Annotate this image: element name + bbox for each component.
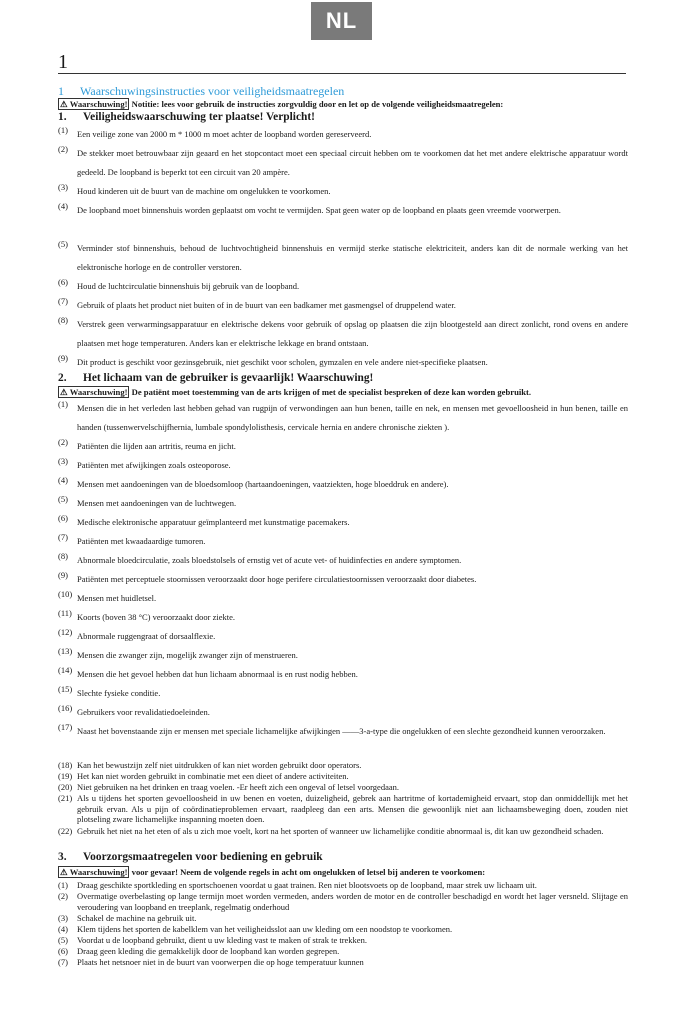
list-item: [58, 924, 628, 935]
list-item: [58, 771, 628, 782]
list-item: [58, 532, 628, 551]
list-item-number: (1): [58, 399, 68, 409]
list-item-text: Voordat u de loopband gebruikt, dient u uw kleding vast te maken of strak te trekken.: [77, 935, 367, 945]
list-item-text: Als u tijdens het sporten gevoelloosheid in uw benen en voeten, duizeligheid, gebrek aan hartritme of kortademigheid ervaart, stop dan onmiddellijk met het gebruik ervan. Als u pijn of coördinatieproblemen ervaart, raadpleeg dan een arts. Mensen die gewoonlijk niet aan lichaamsbeweging doen, zouden niet plotseling zware lichamelijke inspanning moeten doen.: [77, 793, 628, 824]
list-item-number: (1): [58, 125, 68, 135]
warning-note-section-2: ⚠ Waarschuwing! De patiënt moet toestemming van de arts krijgen of met de specialist bespreken of deze kan worden gebruikt.: [60, 387, 532, 397]
list-item: [58, 475, 628, 494]
list-item: [58, 880, 628, 891]
warning-note-text: Notitie: lees voor gebruik de instructies zorgvuldig door en let op de volgende veiligheidsmaatregelen:: [131, 99, 504, 109]
list-item-text: Verstrek geen verwarmingsapparatuur en elektrische dekens voor gebruik of opslag op plaatsen die zijn blootgesteld aan direct zonlicht, rond ovens en andere plaatsen met hoge temperaturen. Anders kan er elektrische lekkage en brand ontstaan.: [77, 319, 628, 348]
list-item-text: Patiënten met perceptuele stoornissen veroorzaakt door hoge perifere circulatiestoornissen veroorzaakt door diabetes.: [77, 574, 477, 584]
list-item-number: (7): [58, 957, 68, 967]
list-item-number: (5): [58, 935, 68, 945]
list-item-text: Medische elektronische apparatuur geïmplanteerd met kunstmatige pacemakers.: [77, 517, 350, 527]
list-item: [58, 946, 628, 957]
list-item-text: Slechte fysieke conditie.: [77, 688, 161, 698]
language-badge: NL: [311, 2, 372, 40]
list-item-number: (15): [58, 684, 73, 694]
list-item-text: Naast het bovenstaande zijn er mensen met speciale lichamelijke afwijkingen ——3-a-type die ongelukken of een slechte gezondheid kunnen veroorzaken.: [77, 726, 606, 736]
list-item-text: Dit product is geschikt voor gezinsgebruik, niet geschikt voor scholen, gymzalen en vele andere niet-specifieke plaatsen.: [77, 357, 488, 367]
list-item-text: Gebruik het niet na het eten of als u zich moe voelt, kort na het sporten of wanneer uw lichamelijke conditie abnormaal is, dit kan uw gezondheid schaden.: [77, 826, 604, 836]
list-item: [58, 935, 628, 946]
list-item-text: Schakel de machine na gebruik uit.: [77, 913, 197, 923]
list-item-text: Patiënten met afwijkingen zoals osteoporose.: [77, 460, 231, 470]
list-item-number: (6): [58, 513, 68, 523]
list-item: [58, 957, 628, 968]
list-item-text: Patiënten met kwaadaardige tumoren.: [77, 536, 206, 546]
list-item-number: (9): [58, 570, 68, 580]
list-item-text: Klem tijdens het sporten de kabelklem van het veiligheidsslot aan uw kleding om een noodstop te voorkomen.: [77, 924, 453, 934]
list-item: [58, 760, 628, 771]
list-item-text: Overmatige overbelasting op lange termijn moet worden vermeden, anders worden de motor en de controller beschadigd en wordt het lager versneld. Slijtage en veroudering van loopband en treeplank, regelmatig onderhoud: [77, 891, 628, 912]
list-item: [58, 826, 628, 837]
list-item-text: De loopband moet binnenshuis worden geplaatst om vocht te vermijden. Spat geen water op de loopband en plaats geen vreemde voorwerpen.: [77, 205, 561, 215]
page-number: 1: [58, 51, 68, 73]
list-item: [58, 399, 628, 437]
list-item: [58, 201, 628, 220]
list-item: [58, 239, 628, 277]
list-item-number: (3): [58, 913, 68, 923]
list-item-text: De stekker moet betrouwbaar zijn geaard en het stopcontact moet een speciaal circuit hebben om te voorkomen dat het met andere elektrische apparatuur wordt gedeeld. De loopband is beperkt tot een circuit van 20 ampère.: [77, 148, 628, 177]
list-item-text: Patiënten die lijden aan artritis, reuma en jicht.: [77, 441, 236, 451]
warning-note-general: [58, 98, 503, 110]
list-item: [58, 665, 628, 684]
list-item: [58, 437, 628, 456]
list-item-number: (17): [58, 722, 73, 732]
list-item-text: Mensen die het gevoel hebben dat hun lichaam abnormaal is en rust nodig hebben.: [77, 669, 358, 679]
list-item: [58, 608, 628, 627]
list-item-text: Een veilige zone van 2000 m * 1000 m moet achter de loopband worden gereserveerd.: [77, 129, 372, 139]
list-item-number: (4): [58, 924, 68, 934]
warning-label: ⚠ Waarschuwing!: [60, 387, 128, 397]
list-item-text: Gebruikers voor revalidatiedoeleinden.: [77, 707, 210, 717]
list-item-text: Mensen die zwanger zijn, mogelijk zwanger zijn of menstrueren.: [77, 650, 298, 660]
list-item-number: (5): [58, 494, 68, 504]
list-item-number: (11): [58, 608, 72, 618]
list-item-number: (12): [58, 627, 73, 637]
intro-number: 1: [58, 84, 64, 98]
list-item-text: Niet gebruiken na het drinken en traag voelen. -Er heeft zich een ongeval of letsel voorgedaan.: [77, 782, 399, 792]
list-item: [58, 277, 628, 296]
list-item-number: (4): [58, 201, 68, 211]
intro-heading: [58, 84, 344, 99]
intro-title: Waarschuwingsinstructies voor veiligheidsmaatregelen: [80, 84, 345, 98]
list-item-number: (7): [58, 532, 68, 542]
list-item: [58, 722, 628, 741]
page-divider: [58, 73, 626, 74]
list-item-text: Mensen met aandoeningen van de luchtwegen.: [77, 498, 237, 508]
list-item-number: (1): [58, 880, 68, 890]
list-item-text: Draag geen kleding die gemakkelijk door de loopband kan worden gegrepen.: [77, 946, 340, 956]
list-item-text: Het kan niet worden gebruikt in combinatie met een dieet of andere activiteiten.: [77, 771, 349, 781]
list-item: [58, 125, 628, 144]
list-item-text: Kan het bewustzijn zelf niet uitdrukken of kan niet worden gebruikt door operators.: [77, 760, 362, 770]
list-item-text: Plaats het netsnoer niet in de buurt van voorwerpen die op hoge temperatuur kunnen: [77, 957, 364, 967]
list-item: [58, 182, 628, 201]
list-item-number: (2): [58, 437, 68, 447]
list-item-number: (9): [58, 353, 68, 363]
list-item-number: (10): [58, 589, 73, 599]
list-item: [58, 551, 628, 570]
list-item-number: (18): [58, 760, 73, 770]
list-item-number: (5): [58, 239, 68, 249]
list-item: [58, 144, 628, 182]
warning-label: ⚠ Waarschuwing!: [60, 867, 128, 877]
list-item-number: (4): [58, 475, 68, 485]
list-item-number: (21): [58, 793, 73, 803]
list-item: [58, 513, 628, 532]
list-item: [58, 570, 628, 589]
list-item-number: (20): [58, 782, 73, 792]
list-item-text: Houd de luchtcirculatie binnenshuis bij gebruik van de loopband.: [77, 281, 300, 291]
list-item: [58, 589, 628, 608]
list-item-number: (7): [58, 296, 68, 306]
list-item-number: (16): [58, 703, 73, 713]
list-item-number: (8): [58, 551, 68, 561]
list-item-text: Verminder stof binnenshuis, behoud de luchtvochtigheid binnenshuis en vermijd sterke statische elektriciteit, anders kan dit de normale werking van het elektronische horloge en de controller verstoren.: [77, 243, 628, 272]
list-item: [58, 494, 628, 513]
section-2-heading: 2. Het lichaam van de gebruiker is gevaarlijk! Waarschuwing!: [58, 372, 374, 384]
list-item: [58, 793, 628, 825]
list-item-text: Mensen met huidletsel.: [77, 593, 157, 603]
list-item-text: Houd kinderen uit de buurt van de machine om ongelukken te voorkomen.: [77, 186, 331, 196]
list-item-text: Mensen die in het verleden last hebben gehad van rugpijn of verwondingen aan hun benen, taille en nek, en mensen met gevoelloosheid in hun benen, taille en handen (tussenwervelschijfhernia, lumbale spondylolisthesis, cervicale hernia en andere chronische ziekten ).: [77, 403, 628, 432]
warning-label: ⚠ Waarschuwing!: [60, 99, 128, 109]
list-item: [58, 684, 628, 703]
list-item-text: Abnormale ruggengraat of dorsaalflexie.: [77, 631, 216, 641]
list-item-number: (3): [58, 182, 68, 192]
list-item-number: (13): [58, 646, 73, 656]
list-item-text: Abnormale bloedcirculatie, zoals bloedstolsels of ernstig vet of acute vet- of huidinfecties en andere symptomen.: [77, 555, 462, 565]
list-item: [58, 456, 628, 475]
list-item: [58, 315, 628, 353]
list-item-text: Mensen met aandoeningen van de bloedsomloop (hartaandoeningen, vaatziekten, hoge bloeddruk en andere).: [77, 479, 449, 489]
list-item: [58, 703, 628, 722]
list-item: [58, 296, 628, 315]
list-item-number: (8): [58, 315, 68, 325]
list-item: [58, 913, 628, 924]
warning-note-section-3: ⚠ Waarschuwing! voor gevaar! Neem de volgende regels in acht om ongelukken of letsel bij anderen te voorkomen:: [60, 867, 486, 877]
list-item-text: Draag geschikte sportkleding en sportschoenen voordat u gaat trainen. Ren niet blootsvoets op de loopband, maar strek uw lichaam uit.: [77, 880, 537, 890]
list-item-number: (6): [58, 946, 68, 956]
list-item-text: Gebruik of plaats het product niet buiten of in de buurt van een badkamer met gasmengsel of druppelend water.: [77, 300, 456, 310]
section-1-heading: 1. Veiligheidswaarschuwing ter plaatse! Verplicht!: [58, 111, 315, 123]
list-item-number: (2): [58, 891, 68, 901]
list-item-number: (6): [58, 277, 68, 287]
list-item-number: (2): [58, 144, 68, 154]
list-item-number: (3): [58, 456, 68, 466]
section-3-heading: 3. Voorzorgsmaatregelen voor bediening en gebruik: [58, 851, 323, 863]
list-item-number: (22): [58, 826, 73, 836]
list-item-number: (14): [58, 665, 73, 675]
list-item-text: Koorts (boven 38 °C) veroorzaakt door ziekte.: [77, 612, 236, 622]
list-item: [58, 627, 628, 646]
list-item: [58, 646, 628, 665]
list-item: [58, 891, 628, 912]
list-item: [58, 353, 628, 372]
list-item: [58, 782, 628, 793]
list-item-number: (19): [58, 771, 73, 781]
